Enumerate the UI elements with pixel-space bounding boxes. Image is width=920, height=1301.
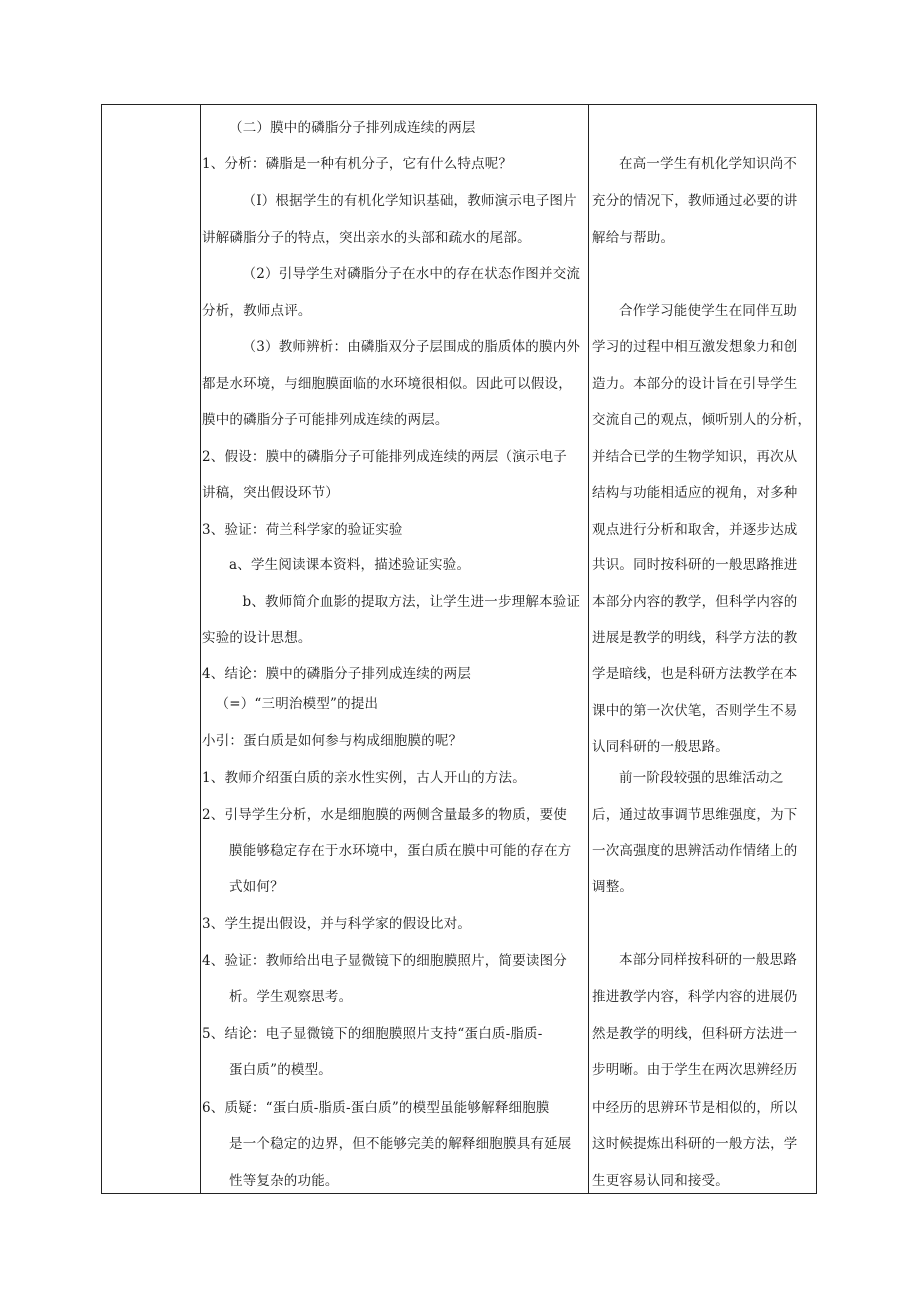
lesson-text-line: 3、学生提出假设，并与科学家的假设比对。 [202, 916, 472, 932]
design-note-line: 课中的第一次伏笔，否则学生不易 [592, 703, 798, 719]
lesson-text-line: 6、质疑：“蛋白质-脂质-蛋白质”的模型虽能够解释细胞膜 [202, 1100, 550, 1116]
lesson-text-line: 膜能够稳定存在于水环境中，蛋白质在膜中可能的存在方 [229, 843, 572, 859]
lesson-text-line: 式如何？ [229, 879, 284, 895]
design-note-line: 本部分同样按科研的一般思路 [619, 952, 798, 968]
lesson-text-line: 膜中的磷脂分子可能排列成连续的两层。 [202, 412, 449, 428]
lesson-text-line: a、学生阅读课本资料，描述验证实验。 [229, 557, 471, 573]
lesson-text-line: 分析，教师点评。 [202, 303, 312, 319]
design-note-line: 中经历的思辨环节是相似的，所以 [592, 1100, 798, 1116]
design-note-line: 一次高强度的思辨活动作情绪上的 [592, 843, 798, 859]
lesson-text-line: 2、假设：膜中的磷脂分子可能排列成连续的两层（演示电子 [202, 449, 567, 465]
lesson-text-line: b、教师简介血影的提取方法，让学生进一步理解本验证 [242, 594, 581, 610]
column-divider-right [588, 105, 589, 1193]
design-note-line: 调整。 [592, 879, 634, 895]
lesson-text-line: （3）教师辨析：由磷脂双分子层围成的脂质体的膜内外 [242, 339, 581, 355]
lesson-text-line: （I）根据学生的有机化学知识基础，教师演示电子图片 [242, 193, 577, 209]
lesson-text-line: 1、分析：磷脂是一种有机分子，它有什么特点呢？ [202, 156, 513, 172]
design-note-line: 推进教学内容，科学内容的进展仍 [592, 989, 798, 1005]
design-note-line: 前一阶段较强的思维活动之 [619, 770, 784, 786]
design-note-line: 进展是教学的明线，科学方法的教 [592, 630, 798, 646]
lesson-text-line: 4、结论：膜中的磷脂分子排列成连续的两层 [202, 666, 472, 682]
lesson-text-line: 讲稿，突出假设环节） [202, 485, 339, 501]
lesson-text-line: 是一个稳定的边界，但不能够完美的解释细胞膜具有延展 [229, 1136, 572, 1152]
lesson-text-line: 1、教师介绍蛋白质的亲水性实例，古人开山的方法。 [202, 770, 526, 786]
design-note-line: 结构与功能相适应的视角，对多种 [592, 485, 798, 501]
design-note-line: 步明晰。由于学生在两次思辨经历 [592, 1062, 798, 1078]
lesson-table [101, 104, 817, 1194]
design-note-line: 认同科研的一般思路。 [592, 739, 729, 755]
lesson-text-line: 性等复杂的功能。 [229, 1173, 339, 1189]
column-divider-left [200, 105, 201, 1193]
lesson-text-line: 析。学生观察思考。 [229, 989, 353, 1005]
design-note-line: 后，通过故事调节思维强度，为下 [592, 807, 798, 823]
design-note-line: 造力。本部分的设计旨在引导学生 [592, 376, 798, 392]
design-note-line: 合作学习能使学生在同伴互助 [619, 303, 798, 319]
design-note-line: 交流自己的观点，倾听别人的分析， [592, 412, 812, 428]
design-note-line: 并结合已学的生物学知识，再次从 [592, 449, 798, 465]
design-note-line: 充分的情况下，教师通过必要的讲 [592, 193, 798, 209]
design-note-line: 这时候提炼出科研的一般方法，学 [592, 1136, 798, 1152]
lesson-text-line: 4、验证：教师给出电子显微镜下的细胞膜照片，简要读图分 [202, 953, 567, 969]
lesson-text-line: 3、验证：荷兰科学家的验证实验 [202, 522, 403, 538]
design-note-line: 共识。同时按科研的一般思路推进 [592, 557, 798, 573]
lesson-text-line: 讲解磷脂分子的特点，突出亲水的头部和疏水的尾部。 [202, 230, 531, 246]
lesson-text-line: 5、结论：电子显微镜下的细胞膜照片支持“蛋白质-脂质- [202, 1026, 543, 1042]
design-note-line: 然是教学的明线，但科研方法进一 [592, 1026, 798, 1042]
lesson-text-line: 蛋白质”的模型。 [229, 1062, 333, 1078]
design-note-line: 生更容易认同和接受。 [592, 1173, 729, 1189]
lesson-text-line: 实验的设计思想。 [202, 630, 312, 646]
design-note-line: 观点进行分析和取舍，并逐步达成 [592, 522, 798, 538]
design-note-line: 本部分内容的教学，但科学内容的 [592, 594, 798, 610]
lesson-text-line: （2）引导学生对磷脂分子在水中的存在状态作图并交流 [242, 266, 581, 282]
design-note-line: 学是暗线，也是科研方法教学在本 [592, 666, 798, 682]
lesson-text-line: （=）“三明治模型”的提出 [215, 696, 379, 712]
lesson-text-line: 都是水环境，与细胞膜面临的水环境很相似。因此可以假设， [202, 376, 572, 392]
design-note-line: 解给与帮助。 [592, 230, 675, 246]
lesson-text-line: （二）膜中的磷脂分子排列成连续的两层 [229, 120, 476, 136]
design-note-line: 学习的过程中相互激发想象力和创 [592, 339, 798, 355]
lesson-text-line: 小引：蛋白质是如何参与构成细胞膜的呢？ [202, 733, 463, 749]
design-note-line: 在高一学生有机化学知识尚不 [619, 156, 798, 172]
lesson-text-line: 2、引导学生分析，水是细胞膜的两侧含量最多的物质，要使 [202, 807, 567, 823]
